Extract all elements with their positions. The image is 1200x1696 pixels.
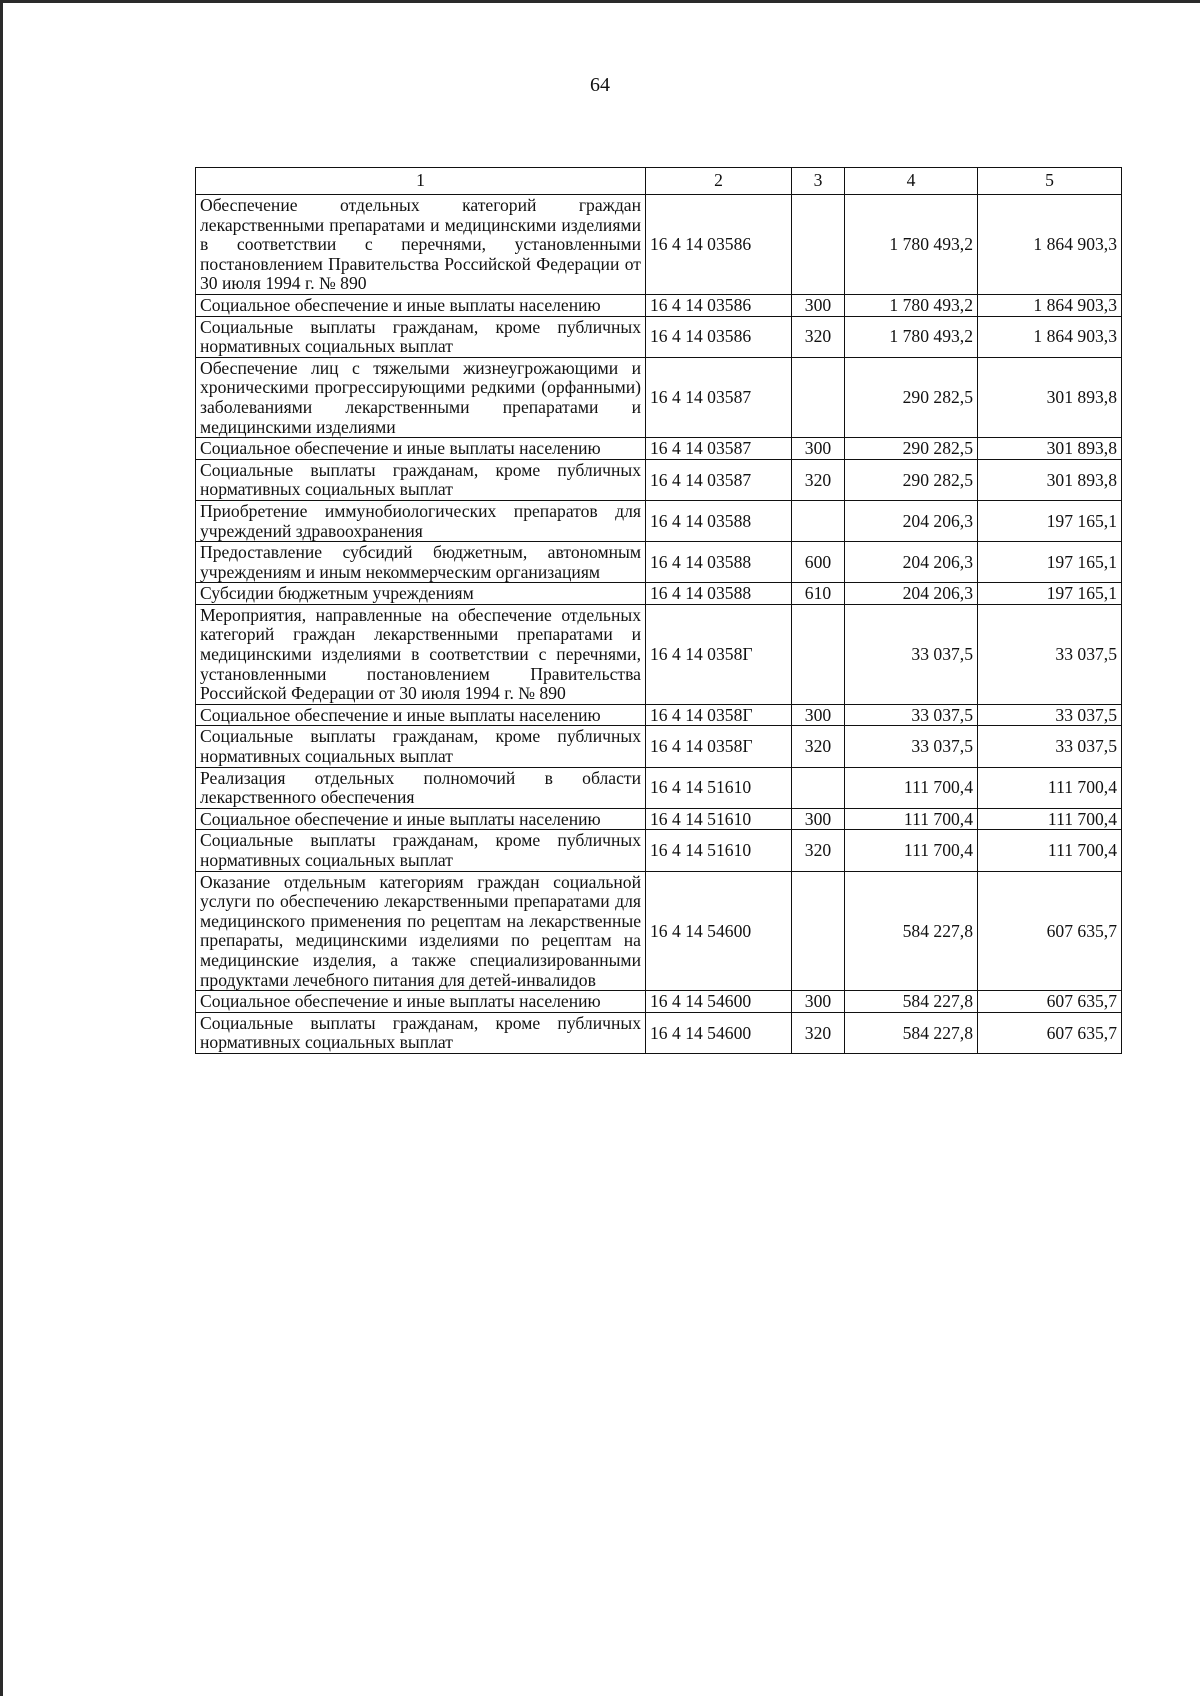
cell-name: Обеспечение лиц с тяжелыми жизнеугрожающими и хроническими прогрессирующими редкими (орфанными) заболеваниями лекарственными препаратами и медицинскими изделиями [196,357,646,437]
cell-name: Социальные выплаты гражданам, кроме публичных нормативных социальных выплат [196,1012,646,1053]
cell-code: 16 4 14 54600 [646,871,792,991]
cell-value-2023: 111 700,4 [845,830,978,871]
cell-code: 16 4 14 03587 [646,357,792,437]
table-row [196,500,1122,541]
cell-value-2023: 111 700,4 [845,767,978,808]
cell-code: 16 4 14 03587 [646,438,792,460]
cell-value-2023: 290 282,5 [845,357,978,437]
cell-value-2024: 1 864 903,3 [978,195,1122,295]
cell-value-2023: 1 780 493,2 [845,195,978,295]
cell-name: Социальные выплаты гражданам, кроме публичных нормативных социальных выплат [196,459,646,500]
cell-value-2024: 301 893,8 [978,438,1122,460]
cell-type: 300 [792,704,845,726]
cell-code: 16 4 14 51610 [646,767,792,808]
cell-value-2024: 111 700,4 [978,767,1122,808]
cell-value-2024: 197 165,1 [978,583,1122,605]
column-header-1: 1 [196,168,646,195]
table-row [196,357,1122,437]
cell-type: 300 [792,991,845,1013]
cell-type [792,195,845,295]
cell-value-2023: 584 227,8 [845,871,978,991]
cell-value-2023: 33 037,5 [845,604,978,704]
page-number: 64 [590,74,610,96]
cell-name: Социальное обеспечение и иные выплаты населению [196,808,646,830]
cell-type [792,357,845,437]
table-row [196,195,1122,295]
table-body [196,195,1122,1054]
cell-value-2023: 290 282,5 [845,438,978,460]
table-row [196,542,1122,583]
cell-type: 320 [792,316,845,357]
cell-value-2023: 290 282,5 [845,459,978,500]
cell-name: Предоставление субсидий бюджетным, автономным учреждениям и иным некоммерческим организациям [196,542,646,583]
cell-code: 16 4 14 0358Г [646,704,792,726]
cell-type [792,871,845,991]
cell-code: 16 4 14 03586 [646,195,792,295]
cell-value-2023: 111 700,4 [845,808,978,830]
table-row [196,583,1122,605]
cell-value-2023: 204 206,3 [845,542,978,583]
cell-value-2023: 204 206,3 [845,500,978,541]
cell-code: 16 4 14 03586 [646,294,792,316]
column-header-2: 2 [646,168,792,195]
cell-value-2024: 607 635,7 [978,991,1122,1013]
cell-name: Субсидии бюджетным учреждениям [196,583,646,605]
cell-type: 610 [792,583,845,605]
cell-name: Социальные выплаты гражданам, кроме публичных нормативных социальных выплат [196,830,646,871]
cell-value-2024: 607 635,7 [978,871,1122,991]
table-row [196,459,1122,500]
cell-code: 16 4 14 51610 [646,808,792,830]
table-row [196,871,1122,991]
cell-value-2024: 301 893,8 [978,459,1122,500]
table-row [196,808,1122,830]
cell-value-2024: 1 864 903,3 [978,294,1122,316]
cell-name: Социальное обеспечение и иные выплаты населению [196,438,646,460]
table-row [196,604,1122,704]
table-row [196,438,1122,460]
budget-table [195,167,1122,1054]
column-header-4: 4 [845,168,978,195]
cell-name: Социальные выплаты гражданам, кроме публичных нормативных социальных выплат [196,316,646,357]
cell-code: 16 4 14 0358Г [646,604,792,704]
cell-code: 16 4 14 54600 [646,991,792,1013]
cell-type [792,500,845,541]
column-header-5: 5 [978,168,1122,195]
cell-type: 320 [792,459,845,500]
cell-value-2023: 33 037,5 [845,704,978,726]
cell-type [792,604,845,704]
cell-type [792,767,845,808]
scan-edge-left [0,0,3,1696]
table-header-row [196,168,1122,195]
cell-value-2024: 197 165,1 [978,500,1122,541]
cell-value-2024: 301 893,8 [978,357,1122,437]
cell-type: 320 [792,830,845,871]
cell-name: Реализация отдельных полномочий в области лекарственного обеспечения [196,767,646,808]
table-row [196,1012,1122,1053]
cell-value-2023: 33 037,5 [845,726,978,767]
cell-code: 16 4 14 0358Г [646,726,792,767]
table-row [196,991,1122,1013]
cell-type: 300 [792,294,845,316]
cell-code: 16 4 14 54600 [646,1012,792,1053]
cell-code: 16 4 14 03588 [646,583,792,605]
cell-name: Обеспечение отдельных категорий граждан лекарственными препаратами и медицинскими изделиями в соответствии с перечнями, установленными постановлением Правительства Российской Федерации от 30 июля 1994 г. № 890 [196,195,646,295]
cell-name: Оказание отдельным категориям граждан социальной услуги по обеспечению лекарственными препаратами для медицинского применения по рецептам на лекарственные препараты, медицинскими изделиями по рецептам на медицинские изделия, а также специализированными продуктами лечебного питания для детей-инвалидов [196,871,646,991]
cell-name: Приобретение иммунобиологических препаратов для учреждений здравоохранения [196,500,646,541]
cell-value-2024: 33 037,5 [978,726,1122,767]
table-row [196,704,1122,726]
cell-name: Социальное обеспечение и иные выплаты населению [196,704,646,726]
cell-code: 16 4 14 03587 [646,459,792,500]
cell-type: 320 [792,1012,845,1053]
cell-code: 16 4 14 03588 [646,500,792,541]
cell-code: 16 4 14 03588 [646,542,792,583]
cell-value-2024: 1 864 903,3 [978,316,1122,357]
column-header-3: 3 [792,168,845,195]
cell-type: 300 [792,808,845,830]
cell-value-2023: 204 206,3 [845,583,978,605]
cell-type: 600 [792,542,845,583]
cell-value-2024: 197 165,1 [978,542,1122,583]
table-row [196,316,1122,357]
cell-code: 16 4 14 51610 [646,830,792,871]
table-row [196,830,1122,871]
table-row [196,726,1122,767]
cell-type: 320 [792,726,845,767]
table-row [196,767,1122,808]
table-row [196,294,1122,316]
cell-value-2024: 111 700,4 [978,830,1122,871]
cell-name: Социальное обеспечение и иные выплаты населению [196,991,646,1013]
scan-edge-top [0,0,1200,3]
cell-name: Мероприятия, направленные на обеспечение отдельных категорий граждан лекарственными препаратами и медицинскими изделиями в соответствии с перечнями, установленными постановлением Правительства Российской Федерации от 30 июля 1994 г. № 890 [196,604,646,704]
cell-value-2024: 33 037,5 [978,704,1122,726]
cell-type: 300 [792,438,845,460]
cell-value-2024: 33 037,5 [978,604,1122,704]
cell-value-2024: 607 635,7 [978,1012,1122,1053]
cell-value-2024: 111 700,4 [978,808,1122,830]
cell-value-2023: 1 780 493,2 [845,316,978,357]
cell-value-2023: 584 227,8 [845,991,978,1013]
cell-name: Социальное обеспечение и иные выплаты населению [196,294,646,316]
cell-name: Социальные выплаты гражданам, кроме публичных нормативных социальных выплат [196,726,646,767]
cell-code: 16 4 14 03586 [646,316,792,357]
cell-value-2023: 1 780 493,2 [845,294,978,316]
cell-value-2023: 584 227,8 [845,1012,978,1053]
